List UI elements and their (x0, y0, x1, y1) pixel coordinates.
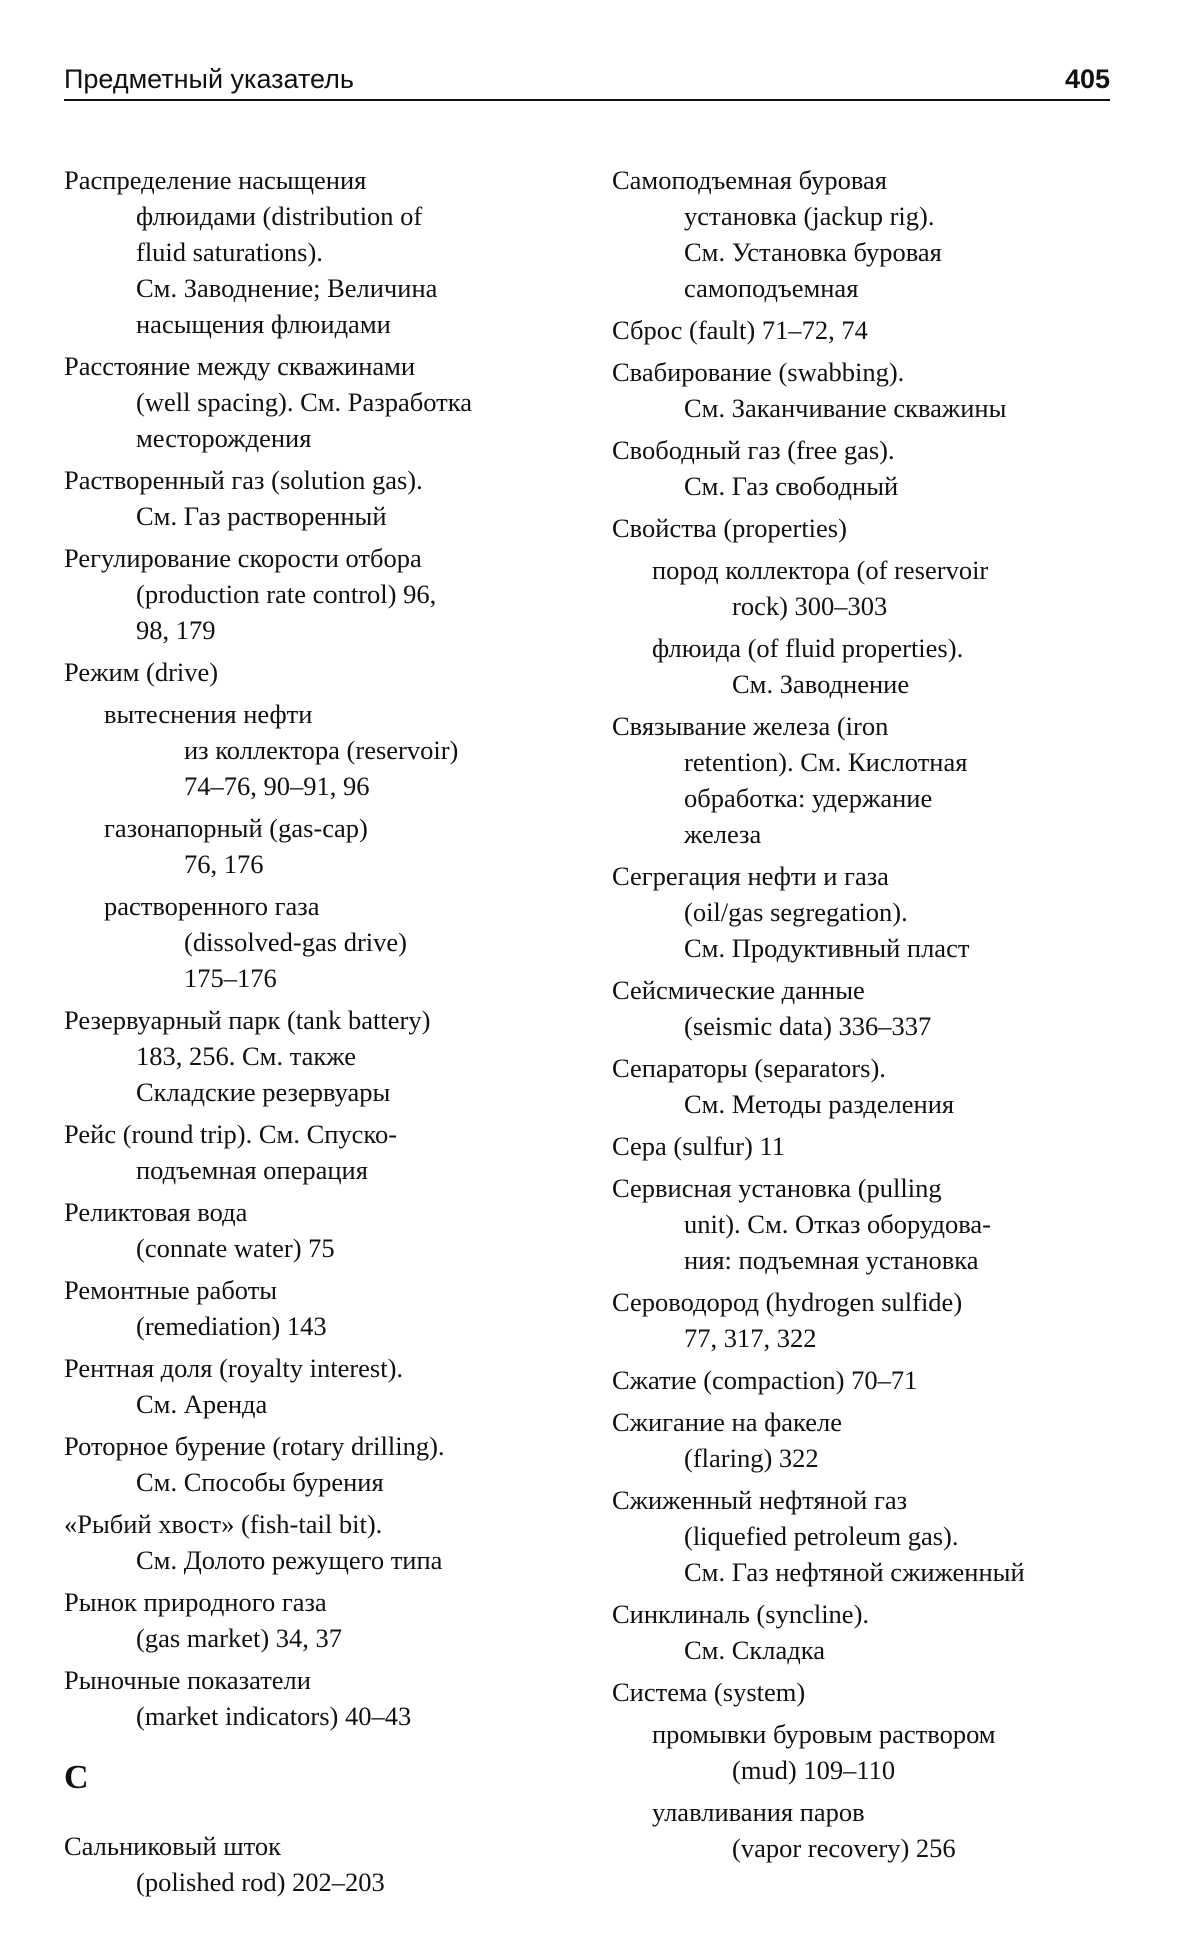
index-entry (612, 1482, 1112, 1590)
running-title: Предметный указатель (64, 64, 354, 94)
entry-line: 77, 317, 322 (684, 1323, 817, 1353)
index-entry (64, 1662, 564, 1734)
entry-line: промывки буровым раствором (652, 1719, 996, 1749)
entry-line: Рентная доля (royalty interest). (64, 1353, 404, 1383)
entry-line: См. Заводнение; Величина (136, 273, 438, 303)
index-entry (64, 1194, 564, 1266)
entry-line: (flaring) 322 (684, 1443, 819, 1473)
index-entry (612, 312, 1112, 348)
entry-line: См. Долото режущего типа (136, 1545, 443, 1575)
index-subentry (64, 810, 564, 882)
index-entry (612, 1674, 1112, 1710)
entry-line: См. Заканчивание скважины (684, 393, 1007, 423)
entry-line: флюидами (distribution of (136, 201, 423, 231)
entry-line: Регулирование скорости отбора (64, 543, 422, 573)
entry-line: 183, 256. См. также (136, 1041, 356, 1071)
entry-line: газонапорный (gas-cap) (104, 813, 368, 843)
index-entry (64, 1428, 564, 1500)
entry-line: Сегрегация нефти и газа (612, 861, 889, 891)
entry-line: Сброс (fault) 71–72, 74 (612, 315, 868, 345)
entry-line: (polished rod) 202–203 (136, 1867, 385, 1897)
entry-line: Режим (drive) (64, 657, 219, 687)
entry-line: См. Способы бурения (136, 1467, 384, 1497)
entry-line: «Рыбий хвост» (fish-tail bit). (64, 1509, 383, 1539)
entry-line: пород коллектора (of reservoir (652, 555, 989, 585)
entry-line: См. Продуктивный пласт (684, 933, 970, 963)
entry-line: 98, 179 (136, 615, 216, 645)
entry-line: См. Установка буровая (684, 237, 942, 267)
index-subentry (612, 1716, 1112, 1788)
index-entry (612, 1284, 1112, 1356)
entry-line: ния: подъемная установка (684, 1245, 979, 1275)
index-entry (64, 462, 564, 534)
index-entry (64, 1350, 564, 1422)
index-entry (64, 1506, 564, 1578)
entry-line: Сервисная установка (pulling (612, 1173, 942, 1203)
entry-line: См. Заводнение (732, 669, 910, 699)
entry-line: См. Газ свободный (684, 471, 899, 501)
entry-line: Сера (sulfur) 11 (612, 1131, 786, 1161)
index-entry (612, 354, 1112, 426)
entry-line: Рейс (round trip). См. Спуско- (64, 1119, 398, 1149)
entry-line: 74–76, 90–91, 96 (184, 771, 370, 801)
entry-line: Свойства (properties) (612, 513, 847, 543)
entry-line: флюида (of fluid properties). (652, 633, 964, 663)
index-entry (612, 1170, 1112, 1278)
page-header (64, 55, 1110, 101)
entry-line: Резервуарный парк (tank battery) (64, 1005, 431, 1035)
entry-line: Распределение насыщения (64, 165, 367, 195)
index-subentry (612, 630, 1112, 702)
entry-line: Свободный газ (free gas). (612, 435, 895, 465)
index-entry (64, 162, 564, 342)
entry-line: Рыночные показатели (64, 1665, 311, 1695)
index-entry (612, 1050, 1112, 1122)
entry-line: (production rate control) 96, (136, 579, 437, 609)
entry-line: обработка: удержание (684, 783, 933, 813)
entry-line: Свабирование (swabbing). (612, 357, 905, 387)
entry-line: (well spacing). См. Разработка (136, 387, 472, 417)
entry-line: retention). См. Кислотная (684, 747, 968, 777)
entry-line: (gas market) 34, 37 (136, 1623, 343, 1653)
index-column-right (612, 162, 1112, 1872)
entry-line: Сероводород (hydrogen sulfide) (612, 1287, 963, 1317)
entry-line: (seismic data) 336–337 (684, 1011, 932, 1041)
section-letter: С (64, 1759, 89, 1796)
entry-line: См. Складка (684, 1635, 825, 1665)
entry-line: (dissolved-gas drive) (184, 927, 407, 957)
entry-line: из коллектора (reservoir) (184, 735, 459, 765)
entry-line: (connate water) 75 (136, 1233, 335, 1263)
entry-line: железа (684, 819, 762, 849)
index-entry (612, 1596, 1112, 1668)
index-entry (612, 162, 1112, 306)
entry-line: (market indicators) 40–43 (136, 1701, 412, 1731)
index-entry (612, 858, 1112, 966)
entry-line: Рынок природного газа (64, 1587, 327, 1617)
entry-line: самоподъемная (684, 273, 859, 303)
index-subentry (64, 696, 564, 804)
index-column-left (64, 162, 564, 1906)
entry-line: улавливания паров (652, 1797, 865, 1827)
entry-line: (liquefied petroleum gas). (684, 1521, 959, 1551)
entry-line: Сжиженный нефтяной газ (612, 1485, 908, 1515)
index-entry (64, 1116, 564, 1188)
index-entry (64, 1002, 564, 1110)
entry-line: Расстояние между скважинами (64, 351, 416, 381)
entry-line: См. Газ нефтяной сжиженный (684, 1557, 1025, 1587)
index-entry (64, 540, 564, 648)
entry-line: Связывание железа (iron (612, 711, 889, 741)
entry-line: Сжигание на факеле (612, 1407, 843, 1437)
entry-line: rock) 300–303 (732, 591, 888, 621)
entry-line: Сейсмические данные (612, 975, 865, 1005)
entry-line: (oil/gas segregation). (684, 897, 908, 927)
entry-line: См. Аренда (136, 1389, 268, 1419)
entry-line: Роторное бурение (rotary drilling). (64, 1431, 445, 1461)
entry-line: Синклиналь (syncline). (612, 1599, 870, 1629)
index-subentry (64, 888, 564, 996)
entry-line: Сальниковый шток (64, 1831, 282, 1861)
index-entry (64, 1828, 564, 1900)
index-entry (612, 1404, 1112, 1476)
index-entry (64, 654, 564, 690)
entry-line: установка (jackup rig). (684, 201, 935, 231)
index-entry (612, 510, 1112, 546)
entry-line: Складские резервуары (136, 1077, 391, 1107)
entry-line: 175–176 (184, 963, 277, 993)
entry-line: подъемная операция (136, 1155, 368, 1185)
entry-line: unit). См. Отказ оборудова- (684, 1209, 991, 1239)
entry-line: 76, 176 (184, 849, 264, 879)
entry-line: растворенного газа (104, 891, 320, 921)
entry-line: См. Методы разделения (684, 1089, 955, 1119)
index-entry (64, 348, 564, 456)
entry-line: (vapor recovery) 256 (732, 1833, 956, 1863)
index-entry (612, 972, 1112, 1044)
index-entry (64, 1584, 564, 1656)
entry-line: (mud) 109–110 (732, 1755, 896, 1785)
entry-line: Сепараторы (separators). (612, 1053, 886, 1083)
index-entry (612, 1362, 1112, 1398)
entry-line: Сжатие (compaction) 70–71 (612, 1365, 918, 1395)
index-entry (612, 708, 1112, 852)
entry-line: насыщения флюидами (136, 309, 391, 339)
entry-line: См. Газ растворенный (136, 501, 387, 531)
index-entry (612, 432, 1112, 504)
entry-line: (remediation) 143 (136, 1311, 327, 1341)
index-subentry (612, 1794, 1112, 1866)
page-number: 405 (1064, 64, 1110, 94)
entry-line: Растворенный газ (solution gas). (64, 465, 423, 495)
index-entry (612, 1128, 1112, 1164)
entry-line: Ремонтные работы (64, 1275, 278, 1305)
entry-line: Система (system) (612, 1677, 806, 1707)
index-subentry (612, 552, 1112, 624)
entry-line: Реликтовая вода (64, 1197, 248, 1227)
entry-line: месторождения (136, 423, 312, 453)
entry-line: Самоподъемная буровая (612, 165, 887, 195)
entry-line: вытеснения нефти (104, 699, 313, 729)
entry-line: fluid saturations). (136, 237, 323, 267)
index-entry (64, 1272, 564, 1344)
